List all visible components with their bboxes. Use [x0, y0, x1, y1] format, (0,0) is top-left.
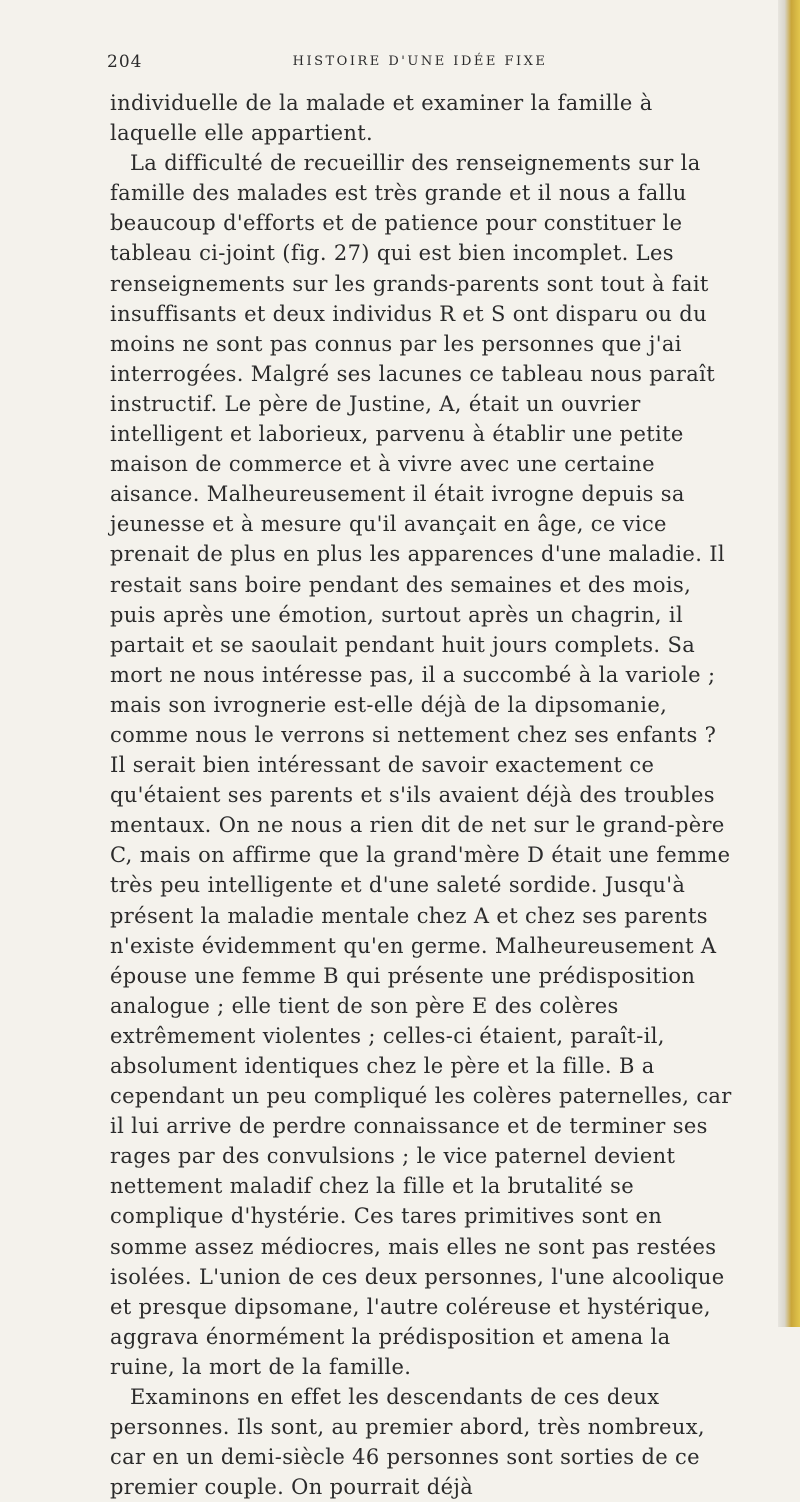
paragraph: individuelle de la malade et examiner la famille à laquelle elle appartient. [110, 91, 653, 146]
body-text [110, 88, 734, 1502]
paragraph: La difficulté de recueillir des renseignements sur la famille des malades est très grande et il nous a fallu beaucoup d'efforts et de patience pour constituer le tableau ci-joint (fig. 27) qui est bien incomplet. Les renseignements sur les grands-parents sont tout à fait insuffisants et deux individus R et S ont disparu ou du moins ne sont pas connus par les personnes que j'ai interrogées. Malgré ses lacunes ce tableau nous paraît instructif. Le père de Justine, A, était un ouvrier intelligent et laborieux, parvenu à établir une petite maison de commerce et à vivre avec une certaine aisance. Malheureusement il était ivrogne depuis sa jeunesse et à mesure qu'il avançait en âge, ce vice prenait de plus en plus les apparences d'une maladie. Il restait sans boire pendant des semaines et des mois, puis après une émotion, surtout après un chagrin, il partait et se saoulait pendant huit jours complets. Sa mort ne nous intéresse pas, il a succombé à la variole ; mais son ivrognerie est-elle déjà de la dipsomanie, comme nous le verrons si nettement chez ses enfants ? Il serait bien intéressant de savoir exactement ce qu'étaient ses parents et s'ils avaient déjà des troubles mentaux. On ne nous a rien dit de net sur le grand-père C, mais on affirme que la grand'mère D était une femme très peu intelligente et d'une saleté sordide. Jusqu'à présent la maladie mentale chez A et chez ses parents n'existe évidemment qu'en germe. Malheureusement A épouse une femme B qui présente une prédisposition analogue ; elle tient de son père E des colères extrêmement violentes ; celles-ci étaient, paraît-il, absolument identiques chez le père et la fille. B a cependant un peu compliqué les colères paternelles, car il lui arrive de perdre connaissance et de terminer ses rages par des convulsions ; le vice paternel devient nettement maladif chez la fille et la brutalité se complique d'hystérie. Ces tares primitives sont en somme assez médiocres, mais elles ne sont pas restées isolées. L'union de ces deux personnes, l'une alcoolique et presque dipsomane, l'autre coléreuse et hystérique, aggrava énormément la prédisposition et amena la ruine, la mort de la famille. [110, 151, 732, 1379]
running-title: HISTOIRE D'UNE IDÉE FIXE [292, 54, 548, 69]
paragraph: Examinons en effet les descendants de ces deux personnes. Ils sont, au premier abord, très nombreux, car en un demi-siècle 46 personnes sont sorties de ce premier couple. On pourrait déjà [110, 1385, 705, 1500]
page-edge [778, 0, 800, 1327]
running-header [107, 52, 730, 80]
page-number: 204 [107, 52, 143, 72]
